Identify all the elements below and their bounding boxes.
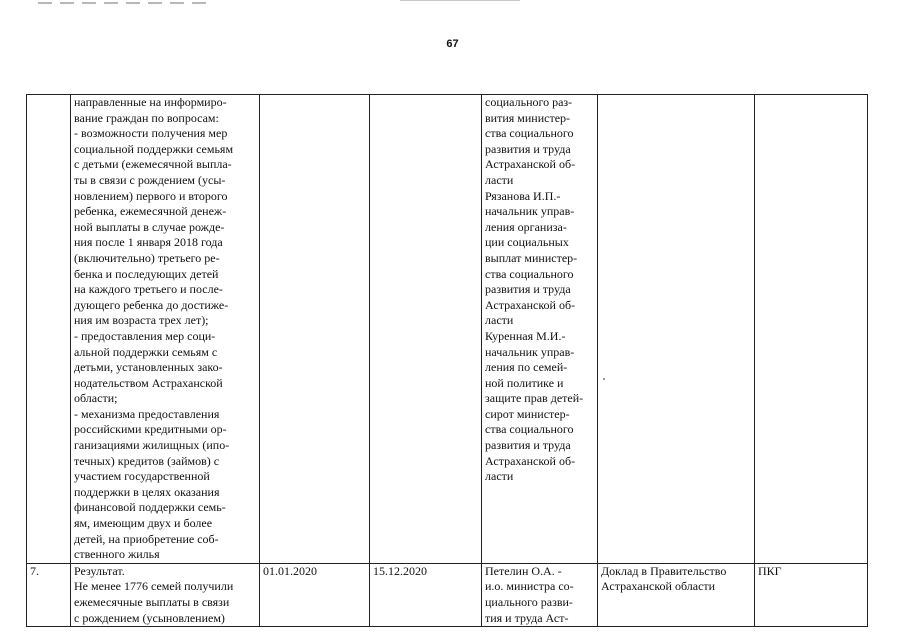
- activity-line: ния после 1 января 2018 года: [74, 235, 223, 250]
- activity-line: социальной поддержки семьям: [74, 141, 234, 156]
- activity-line: ежемесячные выплаты в связи: [74, 595, 230, 609]
- activity-line: области;: [74, 391, 118, 406]
- activity-line: (включительно) третьего ре-: [74, 250, 220, 265]
- activity-line: нодательством Астраханской: [74, 375, 223, 390]
- responsible-line: ласти: [485, 313, 514, 328]
- cell-start-date: 01.01.2020: [260, 563, 370, 626]
- cell-responsible: [482, 563, 598, 626]
- activity-line: вание граждан по вопросам:: [74, 110, 219, 125]
- responsible-line: развития и труда: [485, 141, 571, 156]
- activity-line: участием государственной: [74, 469, 210, 484]
- activity-line: с рождением (усыновлением): [74, 610, 225, 625]
- activity-line: Не менее 1776 семей получили: [74, 579, 234, 594]
- responsible-line: Петелин О.А. -: [485, 563, 562, 578]
- activity-line: - возможности получения мер: [74, 126, 228, 141]
- activity-line: российскими кредитными ор-: [74, 422, 227, 437]
- cell-activity-continued: [71, 95, 260, 564]
- activity-line: - механизма предоставления: [74, 406, 220, 421]
- activity-line: новлением) первого и второго: [74, 188, 228, 203]
- responsible-line: и.о. министра со-: [485, 579, 574, 594]
- responsible-line: тия и труда Аст-: [485, 610, 569, 625]
- cell-end-date-empty: [370, 95, 482, 564]
- responsible-line: Астраханской об-: [485, 453, 576, 468]
- cell-number-empty: [27, 95, 71, 564]
- activity-line: течных) кредитов (займов) с: [74, 453, 220, 468]
- activity-line: ты в связи с рождением (усы-: [74, 172, 226, 187]
- result-line: Доклад в Правительство: [601, 563, 727, 578]
- responsible-line: Рязанова И.П.-: [485, 188, 561, 203]
- activity-line: детей, на приобретение соб-: [74, 531, 219, 546]
- activity-line: ной выплаты в случае рожде-: [74, 219, 225, 234]
- responsible-line: защите прав детей-: [485, 391, 584, 406]
- activity-line: детьми, установленных зако-: [74, 360, 223, 375]
- cell-number: 7.: [27, 563, 71, 626]
- activity-line: ребенка, ежемесячной денеж-: [74, 204, 227, 219]
- responsible-line: развития и труда: [485, 438, 571, 453]
- activity-line: - предоставления мер соци-: [74, 328, 216, 343]
- scan-speck: [603, 378, 605, 380]
- responsible-line: социального раз-: [485, 95, 573, 109]
- responsible-line: выплат министер-: [485, 250, 578, 265]
- responsible-line: Астраханской об-: [485, 157, 576, 172]
- activity-line: ственного жилья: [74, 547, 160, 562]
- activity-line: ния им возраста трех лет);: [74, 313, 209, 328]
- result-line: Астраханской области: [601, 579, 716, 594]
- scan-artifact-top-middle: [400, 0, 520, 1]
- responsible-line: развития и труда: [485, 282, 571, 297]
- cell-start-date-empty: [260, 95, 370, 564]
- cell-end-date: 15.12.2020: [370, 563, 482, 626]
- responsible-line: ства социального: [485, 266, 574, 281]
- scan-artifact-top-left: [38, 2, 208, 4]
- responsible-line: ления по семей-: [485, 360, 568, 375]
- responsible-line: Куренная М.И.-: [485, 328, 566, 343]
- responsible-line: ной политике и: [485, 375, 564, 390]
- activity-line: Результат.: [74, 563, 125, 578]
- responsible-line: ления организа-: [485, 219, 567, 234]
- responsible-line: начальник управ-: [485, 204, 575, 219]
- activity-line: поддержки в целях оказания: [74, 484, 220, 499]
- activity-line: бенка и последующих детей: [74, 266, 219, 281]
- activity-line: на каждого третьего и после-: [74, 282, 223, 297]
- activity-line: альной поддержки семьям с: [74, 344, 218, 359]
- responsible-line: циального разви-: [485, 595, 573, 609]
- responsible-line: ласти: [485, 172, 514, 187]
- cell-activity: [71, 563, 260, 626]
- activity-line: дующего ребенка до достиже-: [74, 297, 229, 312]
- page-number: 67: [446, 38, 459, 50]
- activity-line: с детьми (ежемесячной выпла-: [74, 157, 232, 172]
- cell-result-empty: [598, 95, 755, 564]
- responsible-line: начальник управ-: [485, 344, 575, 359]
- activity-table: [26, 94, 868, 627]
- cell-responsible-continued: [482, 95, 598, 564]
- activity-line: ям, имеющим двух и более: [74, 516, 213, 531]
- activity-line: ганизациями жилищных (ипо-: [74, 438, 230, 453]
- responsible-line: Астраханской об-: [485, 297, 576, 312]
- cell-code: ПКГ: [755, 563, 868, 626]
- responsible-line: ства социального: [485, 422, 574, 437]
- responsible-line: ства социального: [485, 126, 574, 141]
- activity-line: направленные на информиро-: [74, 95, 227, 109]
- cell-code-empty: [755, 95, 868, 564]
- responsible-line: вития министер-: [485, 110, 571, 125]
- cell-result: [598, 563, 755, 626]
- responsible-line: ласти: [485, 469, 514, 484]
- responsible-line: ции социальных: [485, 235, 569, 250]
- responsible-line: сирот министер-: [485, 406, 570, 421]
- activity-line: финансовой поддержки семь-: [74, 500, 226, 515]
- table-row-continued: [27, 95, 868, 564]
- table-row-7: [27, 563, 868, 626]
